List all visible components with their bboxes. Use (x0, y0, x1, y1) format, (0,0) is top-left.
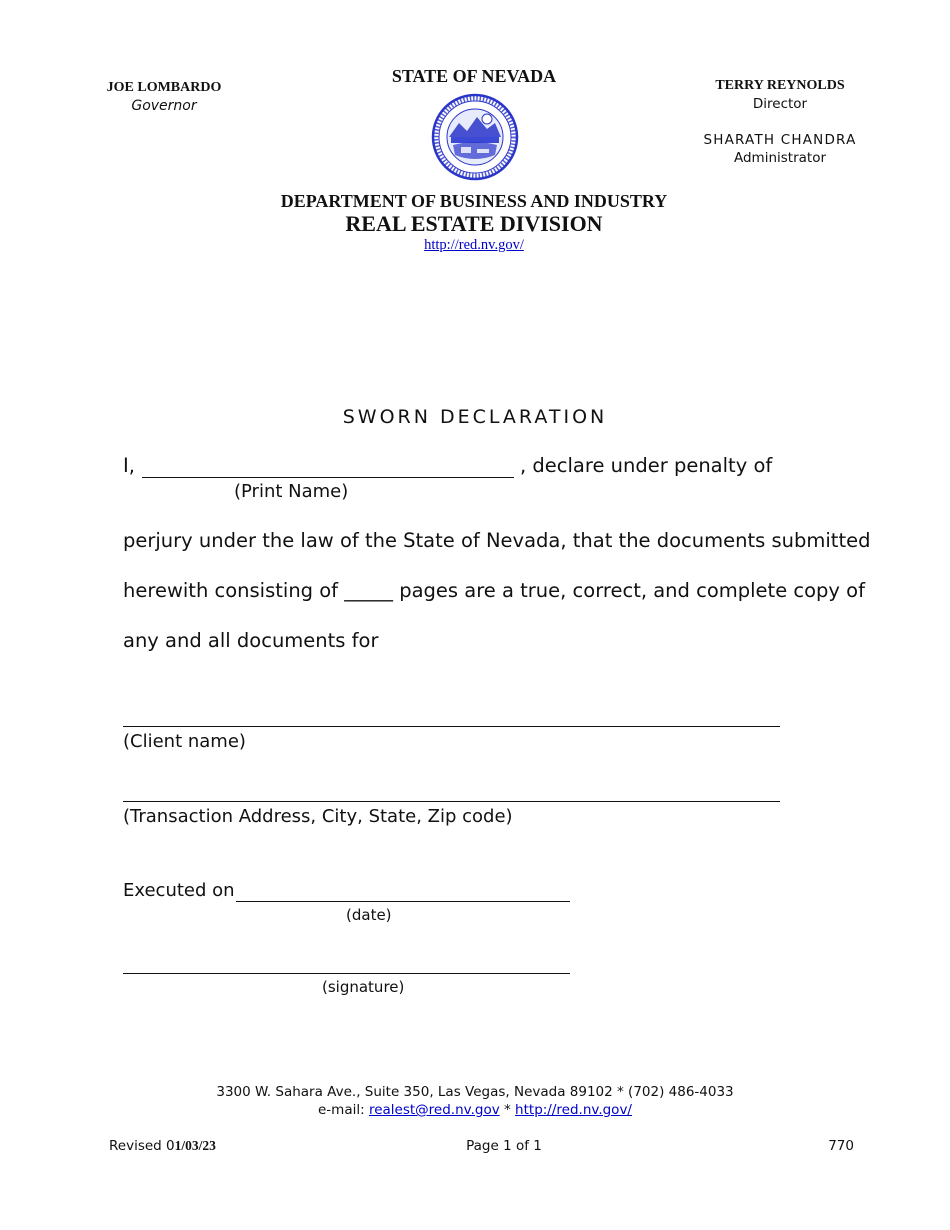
governor-title: Governor (131, 98, 197, 114)
department-heading: DEPARTMENT OF BUSINESS AND INDUSTRY (280, 191, 668, 211)
email-link[interactable]: realest@red.nv.gov (368, 1102, 500, 1118)
document-title: SWORN DECLARATION (342, 406, 608, 428)
footer-address: 3300 W. Sahara Ave., Suite 350, Las Vegas, Nevada 89102 * (702) 486-4033 (216, 1084, 734, 1100)
client-name-caption: (Client name) (123, 731, 246, 752)
declaration-line-2: perjury under the law of the State of Nevada, that the documents submitted (123, 529, 871, 552)
director-title: Director (752, 96, 808, 112)
division-heading: REAL ESTATE DIVISION (345, 211, 603, 236)
declaration-line-4: any and all documents for (123, 629, 379, 652)
page-number: Page 1 of 1 (466, 1138, 542, 1154)
website-link[interactable]: http://red.nv.gov/ (424, 237, 524, 253)
signature-caption: (signature) (322, 978, 405, 996)
declaration-line-3: herewith consisting of _____ pages are a true, correct, and complete copy of (123, 579, 865, 602)
footer-website-link[interactable]: http://red.nv.gov/ (515, 1102, 632, 1118)
transaction-address-field[interactable] (123, 801, 780, 802)
governor-name: JOE LOMBARDO (106, 80, 222, 95)
state-seal-icon (431, 93, 519, 181)
declaration-suffix: , declare under penalty of (520, 454, 773, 477)
date-caption: (date) (346, 906, 392, 924)
state-heading: STATE OF NEVADA (391, 66, 557, 86)
revised-date: 1/03/23 (174, 1138, 216, 1153)
declaration-prefix: I, (123, 454, 135, 477)
revision-date (109, 1138, 216, 1154)
transaction-address-caption: (Transaction Address, City, State, Zip code) (123, 806, 513, 827)
execution-date-field[interactable] (236, 901, 570, 902)
print-name-caption: (Print Name) (234, 481, 349, 502)
executed-on-label: Executed on (123, 880, 235, 901)
administrator-name: SHARATH CHANDRA (703, 132, 857, 148)
client-name-field[interactable] (123, 726, 780, 727)
footer-contact (150, 1102, 800, 1118)
signature-field[interactable] (123, 973, 570, 974)
director-name: TERRY REYNOLDS (715, 78, 845, 93)
administrator-title: Administrator (733, 150, 827, 166)
email-label: e-mail: (318, 1102, 365, 1118)
revised-label: Revised 0 (109, 1138, 175, 1154)
form-number: 770 (828, 1138, 854, 1154)
contact-separator: * (504, 1102, 511, 1118)
print-name-field[interactable] (142, 477, 514, 478)
